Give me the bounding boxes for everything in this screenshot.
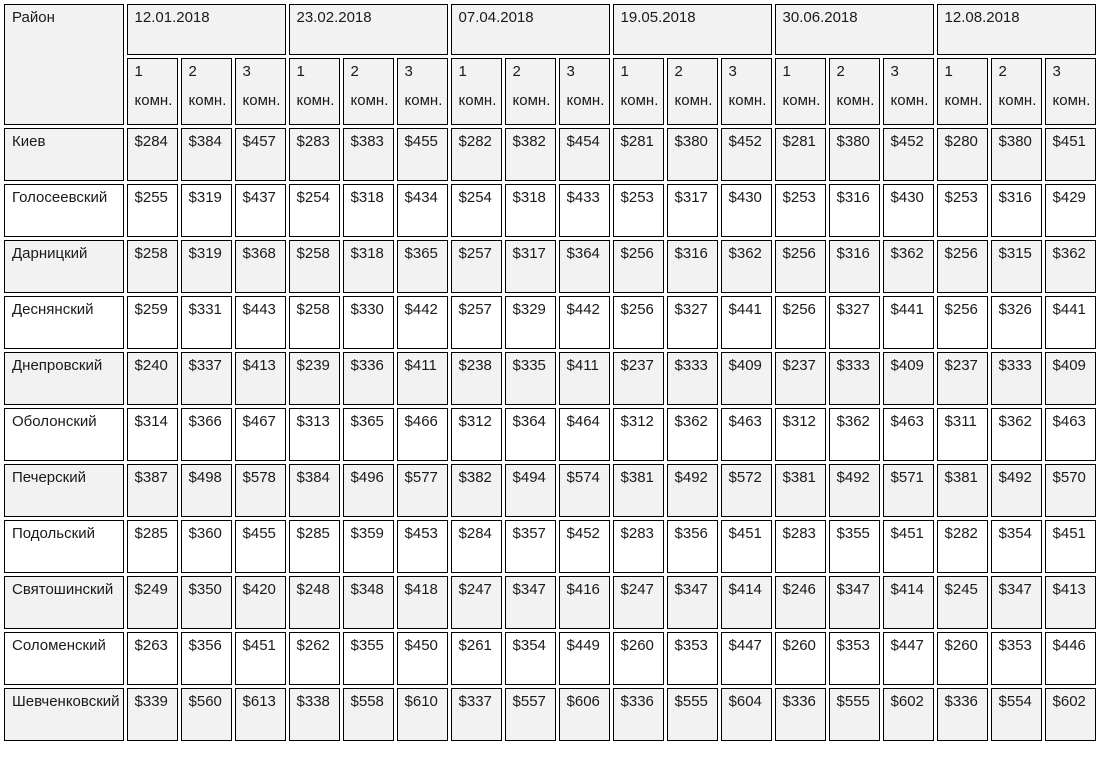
room-header-cell xyxy=(235,58,286,125)
price-cell: $416 xyxy=(559,576,610,629)
price-cell: $604 xyxy=(721,688,772,741)
room-count-label: 1 xyxy=(944,63,953,80)
price-cell: $239 xyxy=(289,352,340,405)
price-cell: $558 xyxy=(343,688,394,741)
room-header-cell xyxy=(991,58,1042,125)
price-cell: $357 xyxy=(505,520,556,573)
price-cell: $285 xyxy=(127,520,178,573)
price-cell: $362 xyxy=(721,240,772,293)
price-cell: $560 xyxy=(181,688,232,741)
price-cell: $348 xyxy=(343,576,394,629)
price-cell: $441 xyxy=(883,296,934,349)
price-cell: $451 xyxy=(721,520,772,573)
price-cell: $237 xyxy=(775,352,826,405)
price-cell: $347 xyxy=(505,576,556,629)
room-word-label: комн. xyxy=(998,92,1037,109)
district-label-cell: Подольский xyxy=(4,520,124,573)
price-cell: $433 xyxy=(559,184,610,237)
price-cell: $333 xyxy=(667,352,718,405)
price-cell: $333 xyxy=(829,352,880,405)
price-cell: $246 xyxy=(775,576,826,629)
price-cell: $437 xyxy=(235,184,286,237)
price-cell: $259 xyxy=(127,296,178,349)
price-cell: $463 xyxy=(721,408,772,461)
district-label-cell: Днепровский xyxy=(4,352,124,405)
room-count-label: 3 xyxy=(404,63,413,80)
room-header-cell xyxy=(613,58,664,125)
price-cell: $312 xyxy=(451,408,502,461)
room-header-cell xyxy=(937,58,988,125)
price-cell: $555 xyxy=(829,688,880,741)
room-header-cell xyxy=(775,58,826,125)
price-cell: $284 xyxy=(127,128,178,181)
price-cell: $365 xyxy=(343,408,394,461)
date-header-cell: 19.05.2018 xyxy=(613,4,772,55)
price-cell: $451 xyxy=(1045,128,1096,181)
price-cell: $338 xyxy=(289,688,340,741)
price-cell: $463 xyxy=(1045,408,1096,461)
price-cell: $463 xyxy=(883,408,934,461)
price-cell: $263 xyxy=(127,632,178,685)
price-cell: $434 xyxy=(397,184,448,237)
price-cell: $610 xyxy=(397,688,448,741)
price-cell: $362 xyxy=(883,240,934,293)
price-cell: $364 xyxy=(559,240,610,293)
room-word-label: комн. xyxy=(674,92,713,109)
price-cell: $498 xyxy=(181,464,232,517)
district-label-cell: Печерский xyxy=(4,464,124,517)
room-count-label: 2 xyxy=(512,63,521,80)
price-cell: $429 xyxy=(1045,184,1096,237)
price-cell: $336 xyxy=(937,688,988,741)
room-word-label: комн. xyxy=(350,92,389,109)
price-cell: $455 xyxy=(235,520,286,573)
room-word-label: комн. xyxy=(242,92,281,109)
price-cell: $353 xyxy=(667,632,718,685)
room-count-label: 2 xyxy=(674,63,683,80)
table-row xyxy=(4,688,1096,741)
price-cell: $387 xyxy=(127,464,178,517)
price-cell: $384 xyxy=(289,464,340,517)
room-header-cell xyxy=(451,58,502,125)
room-count-label: 1 xyxy=(782,63,791,80)
price-cell: $356 xyxy=(181,632,232,685)
price-cell: $414 xyxy=(721,576,772,629)
room-count-label: 2 xyxy=(188,63,197,80)
price-cell: $245 xyxy=(937,576,988,629)
price-cell: $365 xyxy=(397,240,448,293)
price-cell: $446 xyxy=(1045,632,1096,685)
price-cell: $368 xyxy=(235,240,286,293)
price-cell: $492 xyxy=(667,464,718,517)
room-header-cell xyxy=(883,58,934,125)
price-cell: $256 xyxy=(613,296,664,349)
price-cell: $359 xyxy=(343,520,394,573)
price-cell: $281 xyxy=(613,128,664,181)
price-cell: $256 xyxy=(937,296,988,349)
price-cell: $240 xyxy=(127,352,178,405)
price-cell: $447 xyxy=(721,632,772,685)
price-cell: $420 xyxy=(235,576,286,629)
price-cell: $362 xyxy=(991,408,1042,461)
price-cell: $411 xyxy=(559,352,610,405)
price-cell: $353 xyxy=(991,632,1042,685)
price-cell: $578 xyxy=(235,464,286,517)
price-cell: $411 xyxy=(397,352,448,405)
price-cell: $347 xyxy=(667,576,718,629)
room-count-label: 1 xyxy=(134,63,143,80)
price-cell: $237 xyxy=(613,352,664,405)
price-cell: $256 xyxy=(937,240,988,293)
price-cell: $413 xyxy=(1045,576,1096,629)
price-cell: $354 xyxy=(991,520,1042,573)
price-cell: $451 xyxy=(235,632,286,685)
price-cell: $384 xyxy=(181,128,232,181)
price-cell: $457 xyxy=(235,128,286,181)
price-cell: $335 xyxy=(505,352,556,405)
price-cell: $364 xyxy=(505,408,556,461)
price-cell: $282 xyxy=(451,128,502,181)
district-label-cell: Голосеевский xyxy=(4,184,124,237)
price-cell: $492 xyxy=(991,464,1042,517)
price-cell: $381 xyxy=(613,464,664,517)
price-cell: $256 xyxy=(613,240,664,293)
district-label-cell: Соломенский xyxy=(4,632,124,685)
table-row xyxy=(4,520,1096,573)
price-cell: $319 xyxy=(181,184,232,237)
price-cell: $383 xyxy=(343,128,394,181)
price-cell: $430 xyxy=(721,184,772,237)
price-cell: $253 xyxy=(775,184,826,237)
price-cell: $455 xyxy=(397,128,448,181)
price-cell: $315 xyxy=(991,240,1042,293)
price-cell: $355 xyxy=(343,632,394,685)
price-cell: $606 xyxy=(559,688,610,741)
price-cell: $414 xyxy=(883,576,934,629)
price-cell: $409 xyxy=(721,352,772,405)
price-cell: $318 xyxy=(505,184,556,237)
room-header-cell xyxy=(289,58,340,125)
price-cell: $613 xyxy=(235,688,286,741)
price-cell: $312 xyxy=(775,408,826,461)
room-header-cell xyxy=(343,58,394,125)
price-cell: $316 xyxy=(829,240,880,293)
price-cell: $318 xyxy=(343,184,394,237)
price-cell: $318 xyxy=(343,240,394,293)
table-header xyxy=(4,4,1096,125)
room-count-label: 2 xyxy=(836,63,845,80)
district-label-cell: Святошинский xyxy=(4,576,124,629)
price-cell: $409 xyxy=(1045,352,1096,405)
table-body xyxy=(4,128,1096,741)
room-word-label: комн. xyxy=(782,92,821,109)
price-cell: $339 xyxy=(127,688,178,741)
price-cell: $447 xyxy=(883,632,934,685)
price-cell: $256 xyxy=(775,296,826,349)
price-cell: $327 xyxy=(829,296,880,349)
header-row-dates xyxy=(4,4,1096,55)
table-row xyxy=(4,128,1096,181)
room-word-label: комн. xyxy=(728,92,767,109)
price-cell: $261 xyxy=(451,632,502,685)
price-cell: $467 xyxy=(235,408,286,461)
district-label-cell: Киев xyxy=(4,128,124,181)
price-cell: $443 xyxy=(235,296,286,349)
price-cell: $353 xyxy=(829,632,880,685)
price-cell: $441 xyxy=(721,296,772,349)
corner-header-cell: Район xyxy=(4,4,124,125)
room-count-label: 3 xyxy=(728,63,737,80)
price-cell: $380 xyxy=(829,128,880,181)
price-cell: $413 xyxy=(235,352,286,405)
room-header-cell xyxy=(829,58,880,125)
price-cell: $283 xyxy=(289,128,340,181)
room-header-cell xyxy=(505,58,556,125)
price-cell: $284 xyxy=(451,520,502,573)
room-word-label: комн. xyxy=(944,92,983,109)
table-row xyxy=(4,408,1096,461)
price-cell: $254 xyxy=(451,184,502,237)
price-cell: $496 xyxy=(343,464,394,517)
price-cell: $336 xyxy=(613,688,664,741)
room-count-label: 3 xyxy=(890,63,899,80)
price-cell: $237 xyxy=(937,352,988,405)
room-word-label: комн. xyxy=(296,92,335,109)
price-cell: $253 xyxy=(937,184,988,237)
price-cell: $316 xyxy=(991,184,1042,237)
price-cell: $257 xyxy=(451,296,502,349)
price-cell: $430 xyxy=(883,184,934,237)
price-cell: $316 xyxy=(667,240,718,293)
price-cell: $366 xyxy=(181,408,232,461)
price-cell: $256 xyxy=(775,240,826,293)
price-cell: $494 xyxy=(505,464,556,517)
room-word-label: комн. xyxy=(1052,92,1091,109)
price-cell: $555 xyxy=(667,688,718,741)
room-count-label: 3 xyxy=(242,63,251,80)
room-word-label: комн. xyxy=(134,92,173,109)
date-header-cell: 23.02.2018 xyxy=(289,4,448,55)
price-cell: $380 xyxy=(667,128,718,181)
table-row xyxy=(4,576,1096,629)
price-cell: $316 xyxy=(829,184,880,237)
room-count-label: 3 xyxy=(566,63,575,80)
price-cell: $454 xyxy=(559,128,610,181)
price-cell: $326 xyxy=(991,296,1042,349)
table-row xyxy=(4,464,1096,517)
room-word-label: комн. xyxy=(458,92,497,109)
room-word-label: комн. xyxy=(512,92,551,109)
price-cell: $248 xyxy=(289,576,340,629)
room-header-cell xyxy=(559,58,610,125)
room-header-cell xyxy=(397,58,448,125)
price-cell: $311 xyxy=(937,408,988,461)
room-header-cell xyxy=(181,58,232,125)
price-cell: $602 xyxy=(1045,688,1096,741)
price-cell: $356 xyxy=(667,520,718,573)
price-cell: $418 xyxy=(397,576,448,629)
price-cell: $347 xyxy=(829,576,880,629)
price-cell: $382 xyxy=(505,128,556,181)
district-label-cell: Деснянский xyxy=(4,296,124,349)
price-cell: $327 xyxy=(667,296,718,349)
price-cell: $442 xyxy=(397,296,448,349)
price-cell: $314 xyxy=(127,408,178,461)
price-cell: $492 xyxy=(829,464,880,517)
price-cell: $450 xyxy=(397,632,448,685)
price-cell: $283 xyxy=(613,520,664,573)
date-header-cell: 12.08.2018 xyxy=(937,4,1096,55)
date-header-cell: 07.04.2018 xyxy=(451,4,610,55)
price-cell: $451 xyxy=(1045,520,1096,573)
room-count-label: 2 xyxy=(350,63,359,80)
price-cell: $337 xyxy=(181,352,232,405)
room-count-label: 2 xyxy=(998,63,1007,80)
price-cell: $355 xyxy=(829,520,880,573)
price-cell: $317 xyxy=(667,184,718,237)
price-cell: $602 xyxy=(883,688,934,741)
price-cell: $281 xyxy=(775,128,826,181)
price-cell: $283 xyxy=(775,520,826,573)
price-cell: $453 xyxy=(397,520,448,573)
price-cell: $280 xyxy=(937,128,988,181)
room-word-label: комн. xyxy=(566,92,605,109)
price-cell: $260 xyxy=(937,632,988,685)
price-cell: $260 xyxy=(613,632,664,685)
price-cell: $319 xyxy=(181,240,232,293)
room-header-cell xyxy=(127,58,178,125)
room-word-label: комн. xyxy=(188,92,227,109)
price-cell: $466 xyxy=(397,408,448,461)
district-label-cell: Оболонский xyxy=(4,408,124,461)
price-cell: $570 xyxy=(1045,464,1096,517)
room-count-label: 3 xyxy=(1052,63,1061,80)
price-cell: $554 xyxy=(991,688,1042,741)
price-cell: $409 xyxy=(883,352,934,405)
room-word-label: комн. xyxy=(620,92,659,109)
price-cell: $557 xyxy=(505,688,556,741)
room-count-label: 1 xyxy=(458,63,467,80)
price-cell: $381 xyxy=(937,464,988,517)
price-cell: $362 xyxy=(829,408,880,461)
price-cell: $441 xyxy=(1045,296,1096,349)
district-label-cell: Шевченковский xyxy=(4,688,124,741)
price-cell: $238 xyxy=(451,352,502,405)
price-cell: $354 xyxy=(505,632,556,685)
price-cell: $362 xyxy=(1045,240,1096,293)
table-row xyxy=(4,184,1096,237)
price-cell: $577 xyxy=(397,464,448,517)
price-cell: $329 xyxy=(505,296,556,349)
price-cell: $255 xyxy=(127,184,178,237)
price-cell: $313 xyxy=(289,408,340,461)
room-header-cell xyxy=(1045,58,1096,125)
price-cell: $382 xyxy=(451,464,502,517)
price-cell: $451 xyxy=(883,520,934,573)
price-cell: $258 xyxy=(289,240,340,293)
table-row xyxy=(4,632,1096,685)
price-cell: $317 xyxy=(505,240,556,293)
price-cell: $333 xyxy=(991,352,1042,405)
price-cell: $247 xyxy=(613,576,664,629)
price-cell: $347 xyxy=(991,576,1042,629)
price-cell: $257 xyxy=(451,240,502,293)
price-cell: $312 xyxy=(613,408,664,461)
price-cell: $336 xyxy=(343,352,394,405)
room-header-cell xyxy=(721,58,772,125)
price-cell: $337 xyxy=(451,688,502,741)
price-cell: $331 xyxy=(181,296,232,349)
room-word-label: комн. xyxy=(836,92,875,109)
price-cell: $330 xyxy=(343,296,394,349)
price-cell: $449 xyxy=(559,632,610,685)
room-count-label: 1 xyxy=(620,63,629,80)
price-cell: $572 xyxy=(721,464,772,517)
price-cell: $380 xyxy=(991,128,1042,181)
price-cell: $258 xyxy=(289,296,340,349)
price-cell: $247 xyxy=(451,576,502,629)
price-cell: $452 xyxy=(559,520,610,573)
price-cell: $452 xyxy=(721,128,772,181)
price-cell: $258 xyxy=(127,240,178,293)
table-row xyxy=(4,352,1096,405)
price-cell: $442 xyxy=(559,296,610,349)
price-cell: $452 xyxy=(883,128,934,181)
room-word-label: комн. xyxy=(404,92,443,109)
price-cell: $381 xyxy=(775,464,826,517)
price-cell: $262 xyxy=(289,632,340,685)
price-cell: $362 xyxy=(667,408,718,461)
price-cell: $336 xyxy=(775,688,826,741)
date-header-cell: 12.01.2018 xyxy=(127,4,286,55)
price-cell: $282 xyxy=(937,520,988,573)
price-cell: $571 xyxy=(883,464,934,517)
price-cell: $249 xyxy=(127,576,178,629)
room-word-label: комн. xyxy=(890,92,929,109)
table-row xyxy=(4,240,1096,293)
price-cell: $464 xyxy=(559,408,610,461)
price-cell: $285 xyxy=(289,520,340,573)
date-header-cell: 30.06.2018 xyxy=(775,4,934,55)
room-header-cell xyxy=(667,58,718,125)
price-cell: $254 xyxy=(289,184,340,237)
room-count-label: 1 xyxy=(296,63,305,80)
district-label-cell: Дарницкий xyxy=(4,240,124,293)
price-cell: $260 xyxy=(775,632,826,685)
price-cell: $350 xyxy=(181,576,232,629)
price-cell: $253 xyxy=(613,184,664,237)
price-cell: $360 xyxy=(181,520,232,573)
price-cell: $574 xyxy=(559,464,610,517)
header-row-rooms xyxy=(4,58,1096,125)
price-table xyxy=(1,1,1099,744)
table-row xyxy=(4,296,1096,349)
